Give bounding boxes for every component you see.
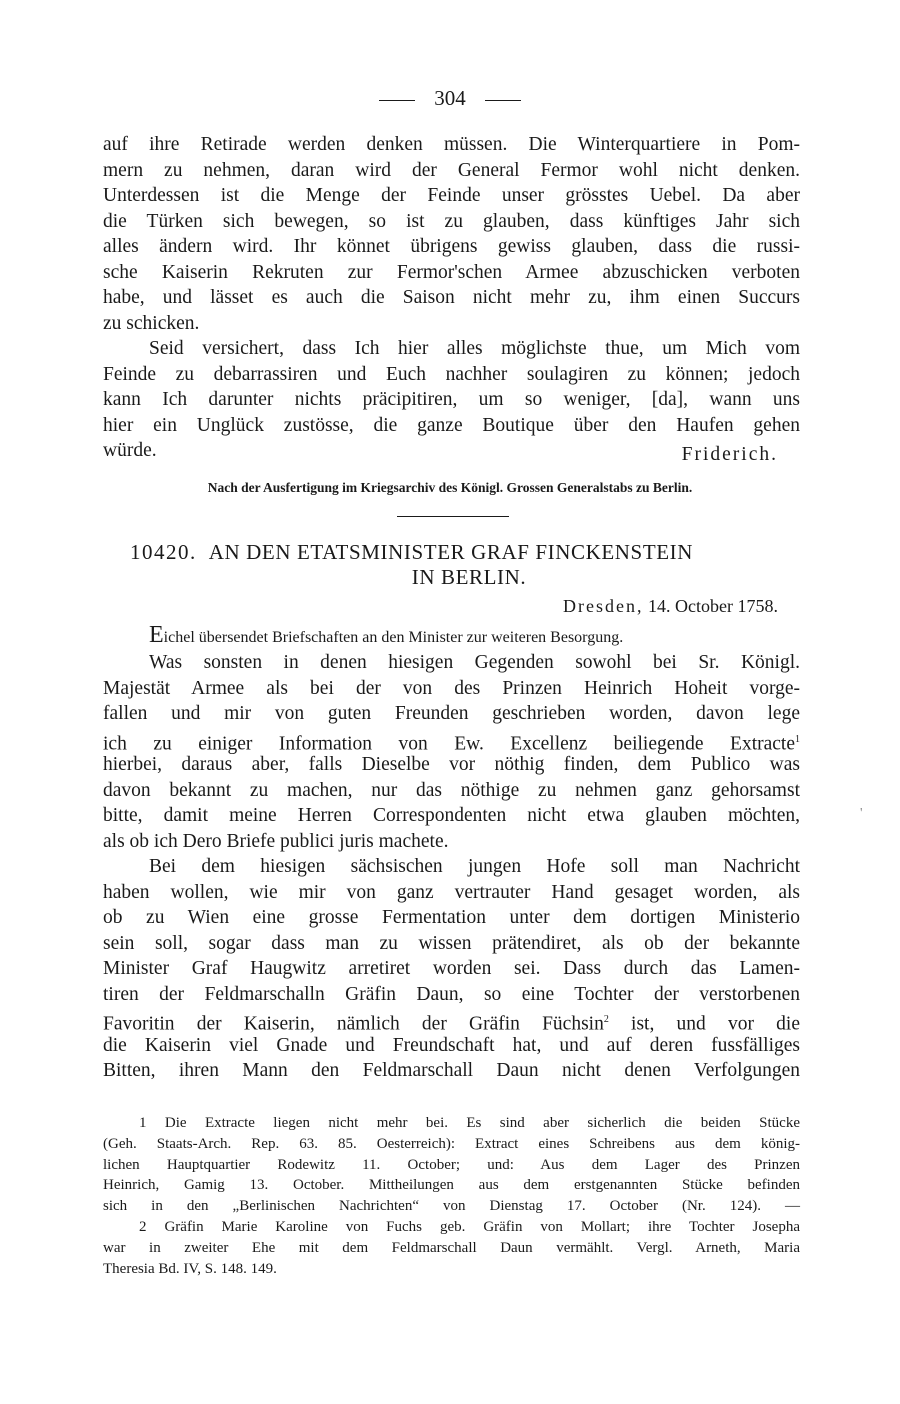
footnotes — [103, 1113, 800, 1279]
text-line: fallen und mir von guten Freunden geschrieben worden, davon lege — [103, 703, 800, 724]
page-number: 304 — [434, 86, 466, 110]
dateline-date: 14. October 1758. — [648, 596, 778, 616]
text-line: Feinde zu debarrassiren und Euch nachher soulagiren zu können; jedoch — [103, 363, 800, 385]
text-line: Majestät Armee als bei der von des Prinzen Heinrich Hoheit vorge- — [103, 677, 800, 699]
letter-body — [103, 650, 800, 1084]
footnote-line: Heinrich, Gamig 13. October. Mittheilungen aus dem erstgenannten Stücke befinden — [103, 1177, 800, 1194]
text-segment: ich zu einiger Information von Ew. Excellenz beiliegende Extracte — [103, 733, 795, 754]
text-line: Was sonsten in denen hiesigen Gegenden sowohl bei Sr. Königl. — [149, 652, 800, 673]
summary-text: ichel übersendet Briefschaften an den Minister zur weiteren Besorgung. — [163, 629, 624, 646]
title-line-2: IN BERLIN. — [411, 565, 527, 589]
text-line: hier ein Unglück zustösse, die ganze Boutique über den Haufen gehen — [103, 414, 800, 436]
footnote-line: war in zweiter Ehe mit dem Feldmarschall Daun vermählt. Vergl. Arneth, Maria — [103, 1239, 800, 1256]
summary-initial: E — [149, 622, 164, 648]
footnote-line: (Geh. Staats-Arch. Rep. 63. 85. Oesterreich): Extract eines Schreibens aus dem könig- — [103, 1135, 800, 1152]
text-line: Unterdessen ist die Menge der Feinde unser grösstes Uebel. Da aber — [103, 185, 800, 206]
text-segment: ist, und vor die — [608, 1013, 800, 1035]
text-line: ob zu Wien eine grosse Fermentation unter dem dortigen Ministerio — [103, 907, 800, 928]
signature: Friderich. — [681, 444, 778, 465]
footnote-line — [103, 1113, 800, 1134]
text-line: hierbei, daraus aber, falls Dieselbe vor nöthig finden, dem Publico was — [103, 754, 800, 775]
footnote-ref-2: 2 — [603, 1014, 609, 1025]
section-divider — [397, 516, 509, 517]
header-rule-right — [485, 100, 521, 101]
text-line: habe, und lässet es auch die Saison nicht mehr zu, ihm einen Succurs — [103, 287, 800, 308]
text-line: Bitten, ihren Mann den Feldmarschall Daun nicht denen Verfolgungen — [103, 1060, 800, 1081]
text-line: auf ihre Retirade werden denken müssen. Die Winterquartiere in Pom- — [103, 134, 800, 155]
source-note: Nach der Ausfertigung im Kriegsarchiv des Königl. Grossen Generalstabs zu Berlin. — [207, 480, 693, 495]
previous-letter-ending — [103, 132, 800, 464]
text-line: als ob ich Dero Briefe publici juris machete. — [103, 830, 449, 852]
margin-mark: ' — [860, 806, 863, 821]
text-segment: Gräfin Marie Karoline von Fuchs geb. Gräfin von Mollart; ihre Tochter Josepha — [164, 1218, 800, 1235]
text-line: kann Ich darunter nichts präcipitiren, um so weniger, [da], wann uns — [103, 389, 800, 410]
text-line: tiren der Feldmarschalln Gräfin Daun, so eine Tochter der verstorbenen — [103, 983, 800, 1005]
text-line: die Kaiserin viel Gnade und Freundschaft hat, und auf deren fussfälliges — [103, 1034, 800, 1056]
page-header — [0, 86, 900, 111]
footnote-marker-2: 2 — [139, 1218, 147, 1235]
text-line: alles ändern wird. Ihr könnet übrigens gewiss glauben, dass die russi- — [103, 236, 800, 257]
text-line: mern zu nehmen, daran wird der General Fermor wohl nicht denken. — [103, 159, 800, 181]
title-line-1: AN DEN ETATSMINISTER GRAF FINCKENSTEIN — [208, 540, 694, 564]
text-line: bitte, damit meine Herren Correspondenten nicht etwa glauben möchten, — [103, 805, 800, 826]
footnote-marker-1: 1 — [139, 1115, 147, 1131]
text-line-with-footnote — [103, 1007, 800, 1033]
text-segment: Favoritin der Kaiserin, nämlich der Gräfin Füchsin — [103, 1013, 604, 1035]
footnote-line: Theresia Bd. IV, S. 148. 149. — [103, 1260, 277, 1277]
dateline — [563, 596, 778, 617]
text-segment: Die Extracte liegen nicht mehr bei. Es sind aber sicherlich die beiden Stücke — [164, 1115, 800, 1131]
text-line: Seid versichert, dass Ich hier alles möglichste thue, um Mich vom — [149, 338, 800, 359]
text-line: davon bekannt zu machen, nur das nöthige zu nehmen ganz gehorsamst — [103, 779, 800, 801]
closing-word: würde. — [103, 440, 157, 461]
letter-summary — [149, 622, 623, 649]
text-line: zu schicken. — [103, 312, 200, 334]
closing-row — [103, 438, 800, 464]
footnote-ref-1: 1 — [795, 733, 800, 745]
header-rule-left — [379, 100, 415, 101]
text-line: sche Kaiserin Rekruten zur Fermor'schen Armee abzuschicken verboten — [103, 261, 800, 283]
footnote-line — [103, 1217, 800, 1238]
letter-title — [130, 540, 780, 590]
text-line-with-footnote — [103, 727, 800, 753]
dateline-place: Dresden, — [563, 596, 644, 616]
text-line: haben wollen, wie mir von ganz vertrauter Hand gesaget worden, als — [103, 881, 800, 903]
text-line: sein soll, sogar dass man zu wissen prätendiret, als ob der bekannte — [103, 932, 800, 954]
text-line: die Türken sich bewegen, so ist zu glauben, dass künftiges Jahr sich — [103, 210, 800, 232]
footnote-line: sich in den „Berlinischen Nachrichten“ von Dienstag 17. October (Nr. 124). — — [103, 1198, 800, 1215]
text-line: Minister Graf Haugwitz arretiret worden sei. Dass durch das Lamen- — [103, 958, 800, 979]
text-line: Bei dem hiesigen sächsischen jungen Hofe soll man Nachricht — [149, 856, 800, 877]
footnote-line: lichen Hauptquartier Rodewitz 11. October; und: Aus dem Lager des Prinzen — [103, 1156, 800, 1173]
letter-number: 10420. — [130, 540, 197, 564]
